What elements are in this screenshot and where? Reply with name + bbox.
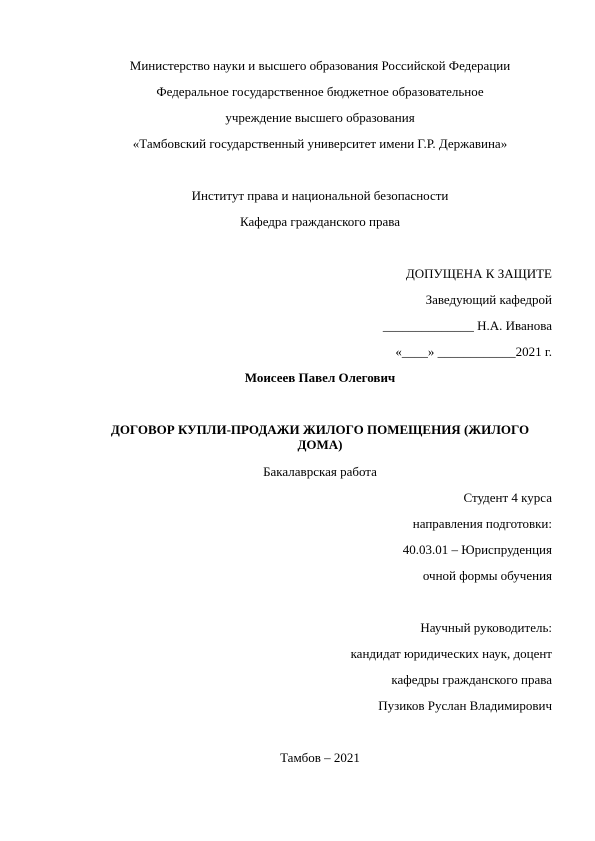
approval-signature-line: ______________ Н.А. Иванова <box>382 318 552 333</box>
work-title-line-2: ДОМА) <box>297 437 343 452</box>
department-name: Кафедра гражданского права <box>240 214 400 229</box>
work-title <box>60 422 580 452</box>
student-course: Студент 4 курса <box>463 490 552 505</box>
university-name: «Тамбовский государственный университет имени Г.Р. Державина» <box>132 136 508 151</box>
institution-type-line-2: учреждение высшего образования <box>225 110 415 125</box>
student-direction-label: направления подготовки: <box>412 516 552 531</box>
supervisor-label: Научный руководитель: <box>420 620 552 635</box>
work-type: Бакалаврская работа <box>263 464 377 479</box>
supervisor-name: Пузиков Руслан Владимирович <box>378 698 552 713</box>
student-form: очной формы обучения <box>422 568 552 583</box>
author-name: Моисеев Павел Олегович <box>244 370 396 385</box>
approval-status: ДОПУЩЕНА К ЗАЩИТЕ <box>405 266 552 281</box>
student-direction: 40.03.01 – Юриспруденция <box>402 542 552 557</box>
institution-type-line-1: Федеральное государственное бюджетное образовательное <box>156 84 484 99</box>
city-year: Тамбов – 2021 <box>280 750 360 765</box>
institute-name: Институт права и национальной безопасности <box>191 188 449 203</box>
approval-date-line: «____» ____________2021 г. <box>395 344 552 359</box>
supervisor-degree: кандидат юридических наук, доцент <box>350 646 552 661</box>
supervisor-department: кафедры гражданского права <box>391 672 552 687</box>
approval-role: Заведующий кафедрой <box>425 292 552 307</box>
work-title-line-1: ДОГОВОР КУПЛИ-ПРОДАЖИ ЖИЛОГО ПОМЕЩЕНИЯ (ЖИЛОГО <box>110 422 530 437</box>
ministry-line: Министерство науки и высшего образования Российской Федерации <box>129 58 511 73</box>
